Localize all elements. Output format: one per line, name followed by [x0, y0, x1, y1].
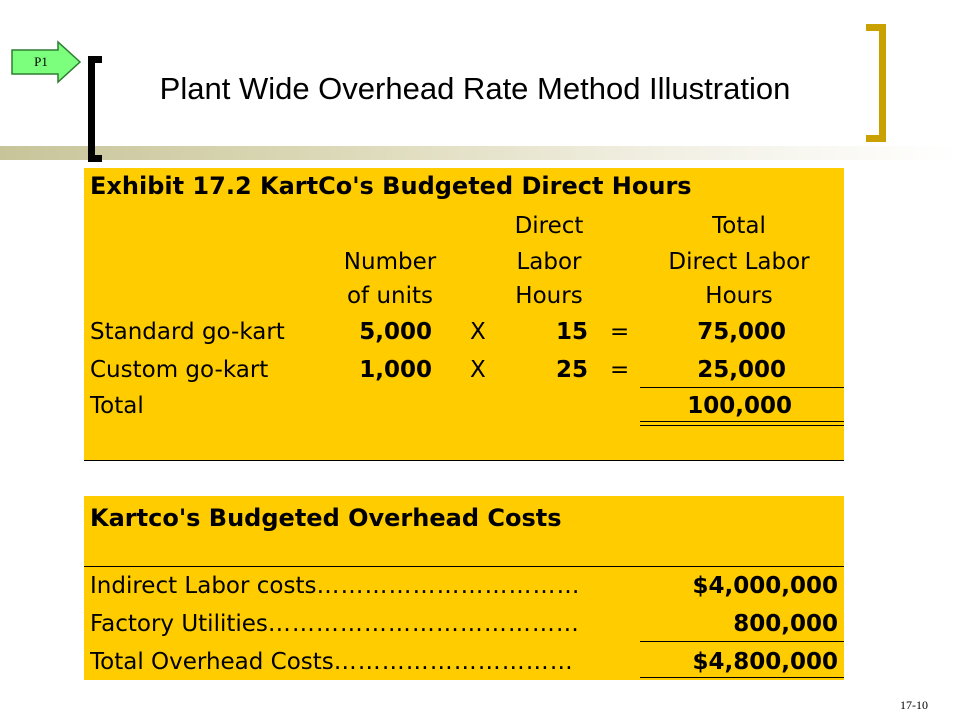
double-rule-bottom — [640, 425, 844, 426]
left-bracket-decoration — [88, 56, 102, 162]
leader-dots: …………………………… — [316, 573, 581, 599]
budgeted-overhead-table — [84, 496, 844, 680]
cost-label-text: Total Overhead Costs — [90, 649, 334, 675]
leader-dots: ………………………………… — [267, 611, 580, 637]
row-hours: 15 — [555, 319, 588, 345]
header-total-line3: Hours — [705, 283, 773, 309]
objective-tag: P1 — [34, 54, 48, 69]
cost-row-amount: $4,000,000 — [692, 573, 838, 599]
header-total-line2: Direct Labor — [668, 249, 810, 275]
header-hours-line1: Direct — [514, 213, 584, 239]
subtotal-rule — [640, 641, 844, 642]
row-hours: 25 — [555, 357, 588, 383]
cost-row-label — [90, 572, 638, 600]
row-total: 25,000 — [697, 357, 786, 383]
decorative-header-bar — [0, 146, 960, 160]
cost-label-text: Indirect Labor costs — [90, 573, 317, 599]
table-title: Exhibit 17.2 KartCo's Budgeted Direct Hours — [90, 172, 692, 200]
slide-title: Plant Wide Overhead Rate Method Illustration — [159, 71, 791, 106]
leader-dots: ………………………… — [333, 649, 574, 675]
row-units: 1,000 — [359, 357, 432, 383]
row-label: Standard go-kart — [90, 319, 285, 345]
subtotal-rule — [640, 387, 844, 388]
total-label: Total — [90, 393, 144, 419]
cost-label-text: Factory Utilities — [90, 611, 268, 637]
row-label: Custom go-kart — [90, 357, 269, 383]
header-hours-line2: Labor — [516, 249, 582, 275]
header-rule — [84, 566, 844, 567]
cost-row-amount: 800,000 — [733, 611, 838, 637]
row-equals: = — [610, 319, 630, 345]
header-units-line2: of units — [346, 283, 434, 309]
header-units-line1: Number — [343, 249, 437, 275]
row-total: 75,000 — [697, 319, 786, 345]
double-rule-top — [640, 421, 844, 422]
table-title: Kartco's Budgeted Overhead Costs — [90, 504, 562, 532]
cost-row-label — [90, 648, 638, 676]
header-hours-line3: Hours — [515, 283, 583, 309]
budgeted-direct-hours-table — [84, 168, 844, 461]
row-times: X — [470, 357, 486, 383]
row-units: 5,000 — [359, 319, 432, 345]
cost-row-label — [90, 610, 638, 638]
row-equals: = — [610, 357, 630, 383]
total-rule — [640, 677, 844, 678]
cost-row-amount: $4,800,000 — [692, 649, 838, 675]
page-number: 17-10 — [900, 698, 928, 712]
right-bracket-decoration — [866, 24, 886, 142]
total-value: 100,000 — [687, 393, 792, 419]
row-times: X — [470, 319, 486, 345]
header-total-line1: Total — [712, 213, 766, 239]
